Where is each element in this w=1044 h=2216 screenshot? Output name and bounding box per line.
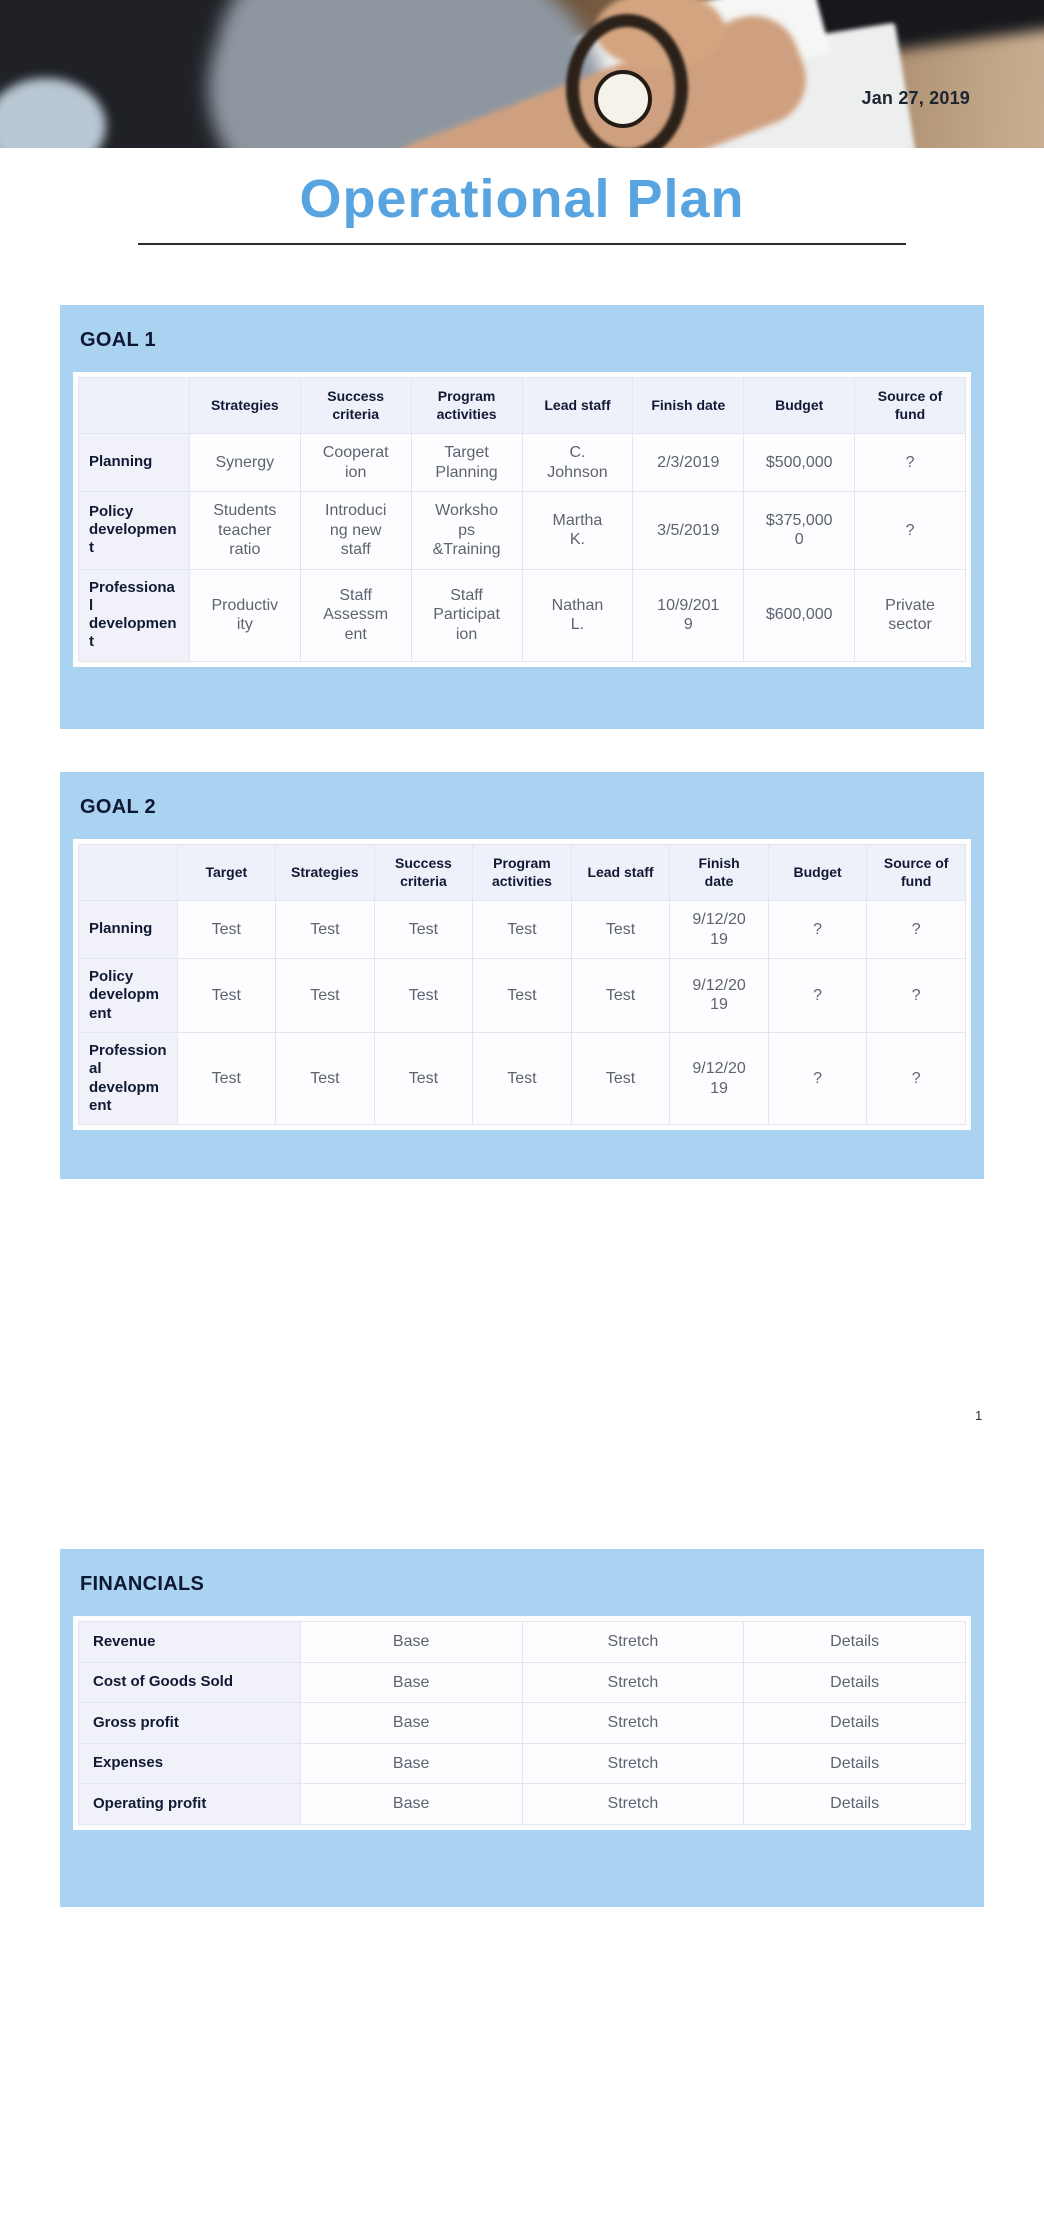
row-header: Cost of Goods Sold	[79, 1662, 301, 1703]
goal1-table-wrap	[73, 372, 971, 667]
header-photo	[0, 0, 1044, 148]
cell: $500,000	[744, 434, 855, 492]
cell: $600,000	[744, 569, 855, 661]
cell: Martha K.	[522, 492, 633, 570]
goal2-table	[78, 844, 966, 1125]
table-row	[79, 434, 966, 492]
cell: Test	[473, 901, 572, 959]
page-title: Operational Plan	[299, 169, 745, 229]
column-header	[79, 378, 190, 434]
table-row	[79, 492, 966, 570]
header-row	[79, 378, 966, 434]
column-header: Finish date	[670, 845, 769, 901]
cell: ?	[768, 901, 867, 959]
table-row	[79, 1662, 966, 1703]
title-underline	[138, 243, 906, 245]
column-header: Program activities	[473, 845, 572, 901]
table-row	[79, 1703, 966, 1744]
column-header: Finish date	[633, 378, 744, 434]
financials-table	[78, 1621, 966, 1825]
cell: Productivity	[189, 569, 300, 661]
table-row	[79, 1622, 966, 1663]
cell: $375,0000	[744, 492, 855, 570]
cell: ?	[867, 959, 966, 1033]
table-row	[79, 1784, 966, 1825]
cell: Details	[744, 1784, 966, 1825]
date-label: Jan 27, 2019	[861, 88, 970, 108]
column-header: Program activities	[411, 378, 522, 434]
cell: Details	[744, 1743, 966, 1784]
cell: Test	[177, 959, 276, 1033]
cell: 10/9/2019	[633, 569, 744, 661]
row-header: Revenue	[79, 1622, 301, 1663]
cell: ?	[855, 434, 966, 492]
column-header: Target	[177, 845, 276, 901]
cell: Nathan L.	[522, 569, 633, 661]
cell: Base	[300, 1703, 522, 1744]
row-header: Planning	[79, 434, 190, 492]
cell: Cooperation	[300, 434, 411, 492]
cell: ?	[768, 959, 867, 1033]
table-row	[79, 1032, 966, 1124]
cell: Details	[744, 1662, 966, 1703]
cell: Test	[571, 901, 670, 959]
cell: Test	[276, 901, 375, 959]
cell: Workshops &Training	[411, 492, 522, 570]
cell: Stretch	[522, 1662, 744, 1703]
cell: Stretch	[522, 1784, 744, 1825]
cell: Test	[571, 1032, 670, 1124]
cell: ?	[867, 1032, 966, 1124]
goal2-heading: GOAL 2	[80, 796, 156, 818]
cell: 9/12/2019	[670, 1032, 769, 1124]
cell: Test	[374, 1032, 473, 1124]
column-header: Budget	[744, 378, 855, 434]
column-header: Lead staff	[522, 378, 633, 434]
cell: Staff Assessment	[300, 569, 411, 661]
column-header: Lead staff	[571, 845, 670, 901]
financials-panel	[60, 1549, 984, 1907]
goal1-table	[78, 377, 966, 662]
cell: Test	[473, 959, 572, 1033]
cell: 3/5/2019	[633, 492, 744, 570]
goal1-panel	[60, 305, 984, 729]
cell: Target Planning	[411, 434, 522, 492]
cell: Stretch	[522, 1743, 744, 1784]
row-header: Policy development	[79, 492, 190, 570]
goal1-heading: GOAL 1	[80, 329, 156, 351]
cell: 9/12/2019	[670, 959, 769, 1033]
column-header: Success criteria	[374, 845, 473, 901]
page-number: 1	[975, 1408, 983, 1423]
cell: Test	[177, 901, 276, 959]
column-header: Strategies	[189, 378, 300, 434]
cell: Stretch	[522, 1703, 744, 1744]
column-header: Budget	[768, 845, 867, 901]
financials-table-wrap	[73, 1616, 971, 1830]
table-row	[79, 901, 966, 959]
column-header: Success criteria	[300, 378, 411, 434]
row-header: Policy development	[79, 959, 178, 1033]
table-row	[79, 569, 966, 661]
row-header: Operating profit	[79, 1784, 301, 1825]
cell: C. Johnson	[522, 434, 633, 492]
column-header: Source of fund	[855, 378, 966, 434]
row-header: Professional development	[79, 1032, 178, 1124]
cell: ?	[867, 901, 966, 959]
cell: ?	[855, 492, 966, 570]
cell: Test	[276, 959, 375, 1033]
row-header: Planning	[79, 901, 178, 959]
header-row	[79, 845, 966, 901]
cell: Staff Participation	[411, 569, 522, 661]
watch-face-icon	[594, 70, 652, 128]
cell: Test	[473, 1032, 572, 1124]
row-header: Professional development	[79, 569, 190, 661]
cell: Test	[374, 901, 473, 959]
cell: Details	[744, 1622, 966, 1663]
cell: Base	[300, 1784, 522, 1825]
column-header	[79, 845, 178, 901]
cell: Test	[177, 1032, 276, 1124]
row-header: Gross profit	[79, 1703, 301, 1744]
cell: Students teacher ratio	[189, 492, 300, 570]
cell: Base	[300, 1662, 522, 1703]
cell: Synergy	[189, 434, 300, 492]
cell: Private sector	[855, 569, 966, 661]
cell: Test	[571, 959, 670, 1033]
financials-heading: FINANCIALS	[80, 1573, 205, 1595]
cell: 2/3/2019	[633, 434, 744, 492]
goal2-table-wrap	[73, 839, 971, 1130]
cell: Base	[300, 1743, 522, 1784]
goal2-panel	[60, 772, 984, 1179]
cell: Test	[276, 1032, 375, 1124]
cell: Details	[744, 1703, 966, 1744]
cell: ?	[768, 1032, 867, 1124]
cell: Introducing new staff	[300, 492, 411, 570]
column-header: Source of fund	[867, 845, 966, 901]
row-header: Expenses	[79, 1743, 301, 1784]
cell: 9/12/2019	[670, 901, 769, 959]
table-row	[79, 1743, 966, 1784]
table-row	[79, 959, 966, 1033]
cell: Base	[300, 1622, 522, 1663]
cell: Test	[374, 959, 473, 1033]
cell: Stretch	[522, 1622, 744, 1663]
column-header: Strategies	[276, 845, 375, 901]
